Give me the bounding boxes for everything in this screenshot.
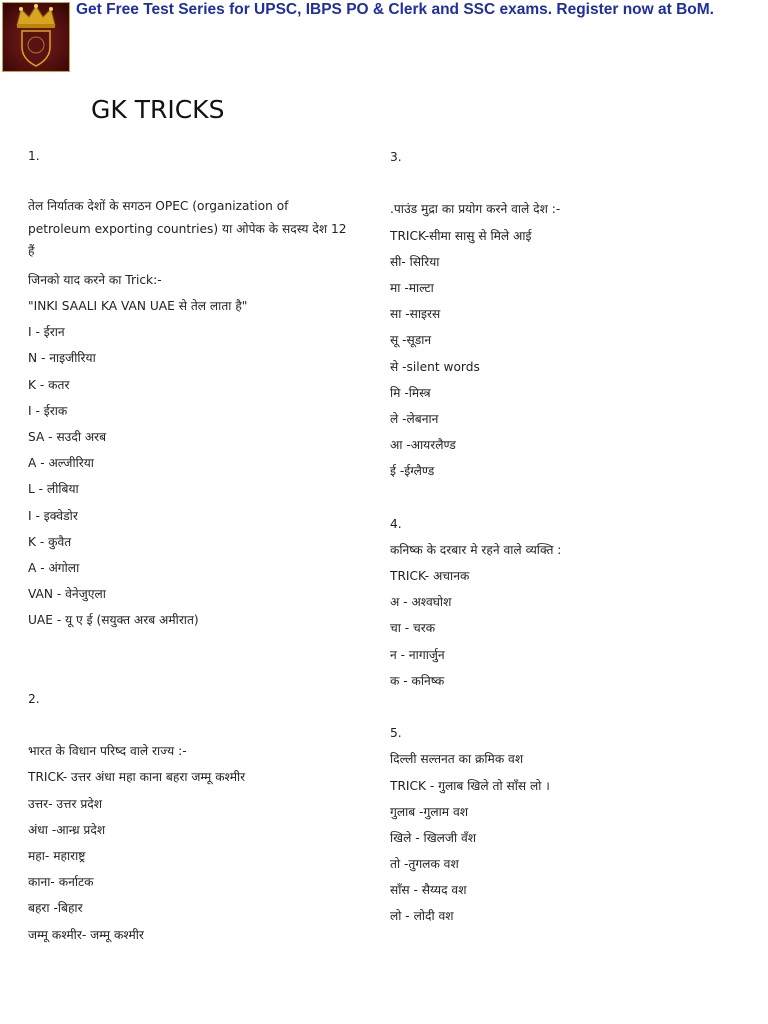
section-1-line: I - इक्वेडोर: [28, 508, 78, 523]
section-1-number: 1.: [28, 149, 40, 163]
section-1-line: A - अल्जीरिया: [28, 456, 94, 471]
section-2-line: भारत के विधान परिष्द वाले राज्य :-: [28, 744, 187, 759]
section-1-line: SA - सउदी अरब: [28, 430, 107, 444]
section-1-line: I - ईरान: [28, 325, 65, 340]
section-3-line: TRICK-सीमा सासु से मिले आई: [390, 228, 532, 243]
section-3-line: ले -लेबनान: [390, 411, 439, 426]
section-2-line: जम्मू कश्मीर- जम्मू कश्मीर: [28, 927, 144, 942]
section-1-line: K - कतर: [28, 377, 70, 392]
section-4-lines: [390, 537, 750, 694]
section-1-line: L - लीबिया: [28, 482, 79, 497]
promo-banner[interactable]: Get Free Test Series for UPSC, IBPS PO & Clerk and SSC exams. Register now at BoM.: [76, 1, 714, 18]
section-4-line: क - कनिष्क: [390, 673, 445, 688]
section-1-intro: तेल निर्यातक देशों के सगठन OPEC (organization of petroleum exporting countries) या ओपेक के सदस्य देश 12 हैं: [28, 199, 347, 259]
section-3-line: ई -ईग्लैण्ड: [390, 464, 435, 479]
section-1-line: "INKI SAALI KA VAN UAE से तेल लाता है": [28, 299, 248, 314]
section-2-number: 2.: [28, 691, 40, 706]
section-5-line: गुलाब -गुलाम वश: [390, 804, 469, 819]
section-5-line: TRICK - गुलाब खिले तो साँस लो ।: [390, 778, 550, 793]
section-1-line: N - नाइजीरिया: [28, 351, 96, 366]
section-2-line: बहरा -बिहार: [28, 901, 83, 916]
section-2-line: काना- कर्नाटक: [28, 875, 94, 890]
section-1-lines: [28, 267, 348, 634]
section-3-number: 3.: [390, 150, 402, 164]
section-1-line: K - कुवैत: [28, 534, 72, 549]
section-5-line: दिल्ली सल्तनत का क्रमिक वश: [390, 752, 524, 767]
section-3-line: .पाउंड मुद्रा का प्रयोग करने वाले देश :-: [390, 202, 561, 217]
section-3-line: आ -आयरलैण्ड: [390, 438, 456, 453]
section-3-line: सा -साइरस: [390, 307, 441, 322]
crown-shield-icon: [3, 3, 69, 71]
section-3-line: मा -माल्टा: [390, 280, 434, 295]
right-column: [390, 144, 750, 930]
section-3-line: सू -सूडान: [390, 333, 432, 348]
section-1-line: A - अंगोला: [28, 560, 80, 575]
section-5-line: लो - लोदी वश: [390, 909, 454, 924]
section-2-line: उत्तर- उत्तर प्रदेश: [28, 796, 103, 811]
section-4-number: 4.: [390, 516, 402, 531]
section-4-line: कनिष्क के दरबार मे रहने वाले व्यक्ति :: [390, 542, 562, 557]
section-3-line: से -silent words: [390, 359, 480, 374]
section-5-number: 5.: [390, 726, 402, 741]
left-column: [28, 143, 348, 948]
section-4-line: TRICK- अचानक: [390, 569, 470, 583]
section-5-lines: [390, 746, 750, 929]
section-5-line: साँस - सैय्यद वश: [390, 883, 467, 898]
section-4-line: चा - चरक: [390, 621, 436, 636]
section-3-lines: [390, 196, 750, 484]
section-4-line: न - नागार्जुन: [390, 647, 445, 662]
section-3-line: मि -मिस्त्र: [390, 385, 431, 400]
section-2-line: अंधा -आन्ध्र प्रदेश: [28, 822, 106, 837]
section-1-line: I - ईराक: [28, 403, 68, 418]
section-5-line: तो -तुगलक वश: [390, 857, 459, 872]
page-title: GK TRICKS: [91, 95, 225, 124]
section-1-line: जिनको याद करने का Trick:-: [28, 272, 162, 287]
section-4-line: अ - अश्वघोश: [390, 595, 452, 610]
section-1-line: VAN - वेनेजुएला: [28, 587, 106, 602]
section-5-line: खिले - खिलजी वँश: [390, 830, 477, 845]
section-2-line: TRICK- उत्तर अंधा महा काना बहरा जम्मू कश्मीर: [28, 770, 246, 785]
bom-logo: [2, 2, 70, 72]
section-1-line: UAE - यू ए ई (सयुक्त अरब अमीरात): [28, 613, 199, 628]
section-2-lines: [28, 738, 348, 948]
section-2-line: महा- महाराष्ट्र: [28, 849, 86, 863]
section-3-line: सी- सिरिया: [390, 254, 440, 269]
